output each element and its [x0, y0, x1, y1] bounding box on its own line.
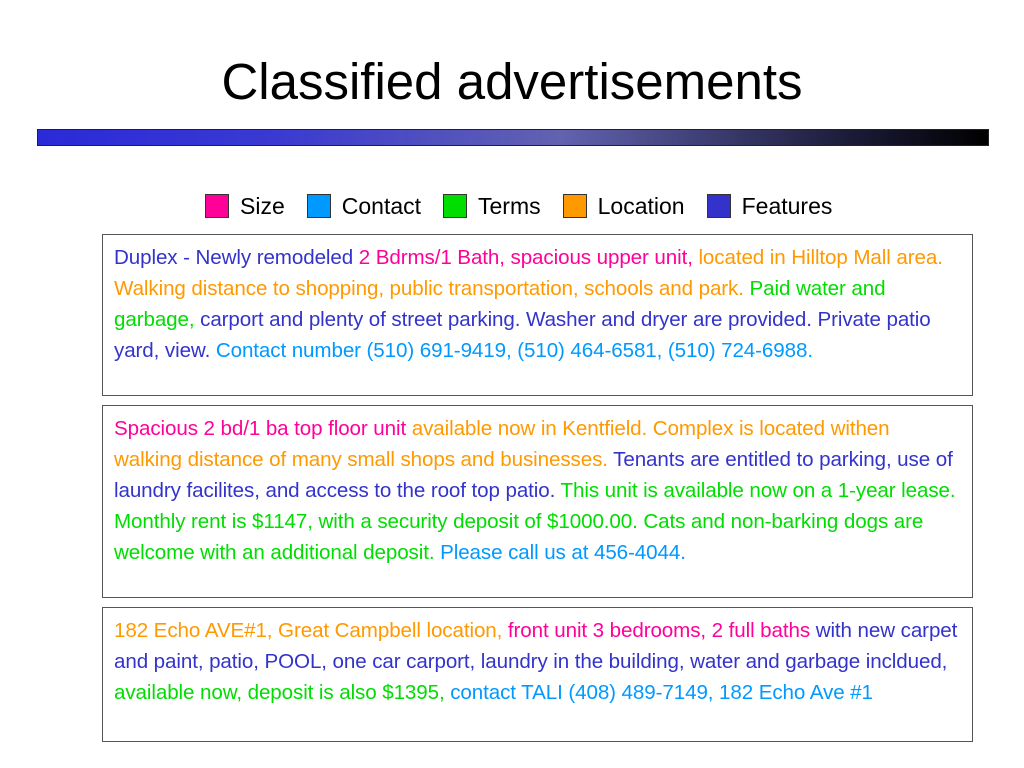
ad-segment-terms: Paid water and garbage, [114, 277, 886, 331]
ad-segment-size: 2 Bdrms/1 Bath, spacious upper unit, [358, 246, 699, 269]
legend-label: Size [240, 192, 285, 219]
title-divider-bar [37, 129, 989, 146]
ad-segment-contact: Contact number (510) 691-9419, (510) 464-6581, (510) 724-6988. [215, 339, 813, 362]
legend-label: Terms [478, 192, 541, 219]
legend-swatch [205, 194, 229, 218]
legend-item-location [563, 193, 685, 220]
legend-label: Location [597, 192, 685, 219]
legend-item-features [707, 193, 833, 220]
legend-label: Contact [341, 192, 422, 219]
legend-item-size [205, 193, 285, 220]
ad-segment-features: Tenants are entitled to parking, use of laundry facilites, and access to the roof top patio. [114, 448, 953, 502]
legend-swatch [707, 194, 731, 218]
ad-segment-terms: available now, deposit is also $1395, [114, 681, 451, 704]
ad-segment-location: available now in Kentfield. Complex is located withen walking distance of many small shops and businesses. [114, 417, 890, 471]
ad-segment-features: carport and plenty of street parking. Washer and dryer are provided. Private patio yard, view. [114, 308, 931, 362]
ad-segment-contact: contact TALI (408) 489-7149, 182 Echo Ave #1 [450, 681, 873, 704]
classified-ad-3 [102, 607, 973, 742]
legend-swatch [307, 194, 331, 218]
ad-segment-features: Duplex - Newly remodeled [114, 246, 359, 269]
legend-item-contact [307, 193, 421, 220]
ad-segment-contact: Please call us at 456-4044. [440, 541, 686, 564]
ad-segment-size: front unit 3 bedrooms, 2 full baths [507, 619, 816, 642]
classified-ad-1 [102, 234, 973, 396]
ad-segment-location: located in Hilltop Mall area. Walking distance to shopping, public transportation, schools and park. [114, 246, 943, 300]
legend-label: Features [741, 192, 833, 219]
legend-item-terms [443, 193, 541, 220]
color-legend [205, 192, 854, 220]
ad-segment-terms: This unit is available now on a 1-year lease. Monthly rent is $1147, with a security deposit of $1000.00. Cats and non-barking dogs are welcome with an additional deposit. [114, 479, 956, 564]
ad-segment-location: 182 Echo AVE#1, Great Campbell location, [114, 619, 508, 642]
legend-swatch [443, 194, 467, 218]
ad-segment-features: with new carpet and paint, patio, POOL, one car carport, laundry in the building, water and garbage incldued, [114, 619, 958, 673]
ad-segment-size: Spacious 2 bd/1 ba top floor unit [114, 417, 412, 440]
classified-ad-2 [102, 405, 973, 598]
page-title: Classified advertisements [221, 53, 803, 110]
legend-swatch [563, 194, 587, 218]
